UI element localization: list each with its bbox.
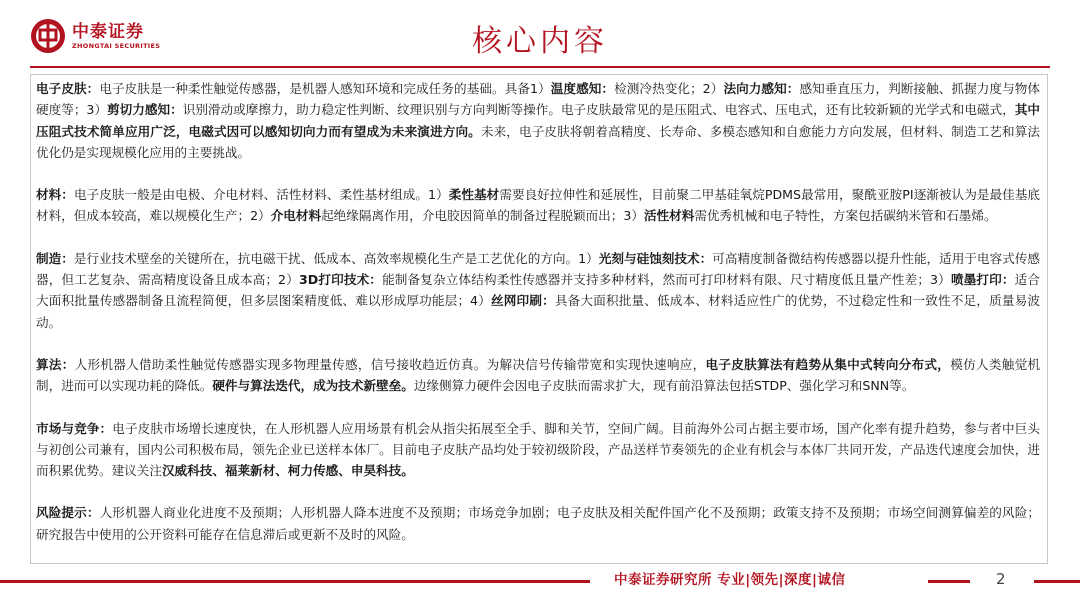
footer-rule-mid	[928, 580, 970, 583]
bold-text: 算法：	[36, 356, 75, 372]
bold-text: 电子皮肤：	[36, 81, 100, 96]
bold-text: 丝网印刷：	[491, 293, 555, 309]
bold-text: 柔性基材	[448, 187, 500, 203]
body-text: 检测冷热变化；2）	[614, 81, 724, 96]
header	[0, 0, 1080, 72]
body-text: 电子皮肤是一种柔性触觉传感器，是机器人感知环境和完成任务的基础。具备1）	[99, 81, 551, 96]
bold-text: 法向力感知：	[723, 81, 800, 96]
body-text: 起绝缘隔离作用，介电胶因简单的制备过程脱颖而出；3）	[321, 208, 644, 224]
body-text: 是行业技术壁垒的关键所在，抗电磁干扰、低成本、高效率规模化生产是工艺优化的方向。1）	[73, 250, 599, 266]
bold-text: 汉威科技、福莱新材、柯力传感、申昊科技。	[161, 463, 414, 479]
body-text: 电子皮肤市场增长速度快，在人形机器人应用场景有机会从指尖拓展至全手、脚和关节，空间广阔。目前海外公司占据主要市场，国产化率有提升趋势，参与者中巨头与初创公司兼有，国内公司积极布局，领先企业已送样本体厂。目前电子皮肤产品均处于较初级阶段，产品送样节奏领先的企业有机会与本体厂共同开发，产品迭代速度会加快，进而积累优势。建议关注	[36, 420, 1041, 479]
body-text: 人形机器人借助柔性触觉传感器实现多物理量传感，信号接收趋近仿真。为解决信号传输带宽和实现快速响应，	[74, 356, 706, 372]
content-paragraph	[36, 248, 1040, 333]
bold-text: 市场与竞争：	[36, 420, 113, 436]
bold-text: 剪切力感知：	[107, 102, 183, 118]
content-body	[36, 78, 1040, 566]
bold-text: 活性材料	[643, 208, 695, 224]
content-paragraph	[36, 418, 1040, 482]
header-divider	[30, 66, 1050, 68]
body-text: 模仿人类触觉机制，进而可以实现功耗的降低。	[36, 356, 1041, 394]
page-number: 2	[996, 570, 1006, 588]
footer-rule-right	[1034, 580, 1080, 583]
body-text: 未来，电子皮肤将朝着高精度、长寿命、多模态感知和自愈能力方向发展，但材料、制造工艺和算法优化仍是实现规模化应用的主要挑战。	[36, 123, 1041, 160]
body-text: 具备大面积批量、低成本、材料适应性广的优势，不过稳定性和一致性不足，质量易波动。	[36, 293, 1041, 330]
body-text: 需要良好拉伸性和延展性，目前聚二甲基硅氧烷PDMS最常用，聚酰亚胺PI逐渐被认为是最佳基底材料，但成本较高，难以规模化生产；2）	[36, 187, 1041, 224]
body-text: 识别滑动或摩擦力，助力稳定性判断、纹理识别与方向判断等操作。电子皮肤最常见的是压阻式、电容式、压电式，还有比较新颖的光学式和电磁式，	[182, 102, 1015, 118]
bold-text: 介电材料	[270, 208, 322, 224]
page-title: 核心内容	[472, 24, 608, 59]
body-text: 适合大面积批量传感器制备且流程简便，但多层图案精度低、难以形成厚功能层；4）	[36, 272, 1041, 309]
bold-text: 3D打印技术：	[298, 272, 383, 288]
bold-text: 其中压阻式技术简单应用广泛，电磁式因可以感知切向力而有望成为未来演进方向。	[36, 102, 1041, 139]
body-text: 边缘侧算力硬件会因电子皮肤而需求扩大，现有前沿算法包括STDP、强化学习和SNN等。	[413, 378, 915, 394]
bold-text: 电子皮肤算法有趋势从集中式转向分布式，	[705, 356, 951, 372]
body-text: 需优秀机械和电子特性，方案包括碳纳米管和石墨烯。	[694, 208, 997, 224]
body-text: 感知垂直压力，判断接触、抓握力度与物体硬度等；3）	[36, 81, 1041, 118]
logo-english-name: ZHONGTAI SECURITIES	[72, 41, 161, 50]
bold-text: 温度感知：	[550, 81, 615, 96]
content-paragraph	[36, 502, 1040, 545]
body-text: 可高精度制备微结构传感器以提升性能，适用于电容式传感器，但工艺复杂、需高精度设备且成本高；2）	[36, 250, 1041, 288]
content-paragraph	[36, 354, 1040, 397]
logo-chinese-name: 中泰证券	[72, 21, 144, 42]
bold-text: 光刻与硅蚀刻技术：	[598, 250, 713, 266]
body-text: 人形机器人商业化进度不及预期；人形机器人降本进度不及预期；市场竞争加剧；电子皮肤及相关配件国产化不及预期；政策支持不及预期；市场空间测算偏差的风险；研究报告中使用的公开资料可能存在信息滞后或更新不及时的风险。	[36, 505, 1041, 542]
footer-rule-left	[0, 580, 590, 583]
bold-text: 喷墨打印：	[950, 272, 1015, 288]
content-paragraph	[36, 184, 1040, 227]
bold-text: 制造：	[36, 250, 74, 266]
body-text: 电子皮肤一般是由电极、介电材料、活性材料、柔性基材组成。1）	[73, 187, 449, 203]
footer-tagline: 中泰证券研究所 专业|领先|深度|诚信	[614, 572, 846, 588]
body-text: 能制备复杂立体结构柔性传感器并支持多种材料，然而可打印材料有限、尺寸精度低且量产性差；3）	[382, 272, 951, 288]
bold-text: 风险提示：	[36, 505, 100, 521]
bold-text: 硬件与算法迭代，成为技术新壁垒。	[212, 378, 414, 394]
bold-text: 材料：	[36, 187, 74, 203]
content-paragraph	[36, 78, 1040, 163]
